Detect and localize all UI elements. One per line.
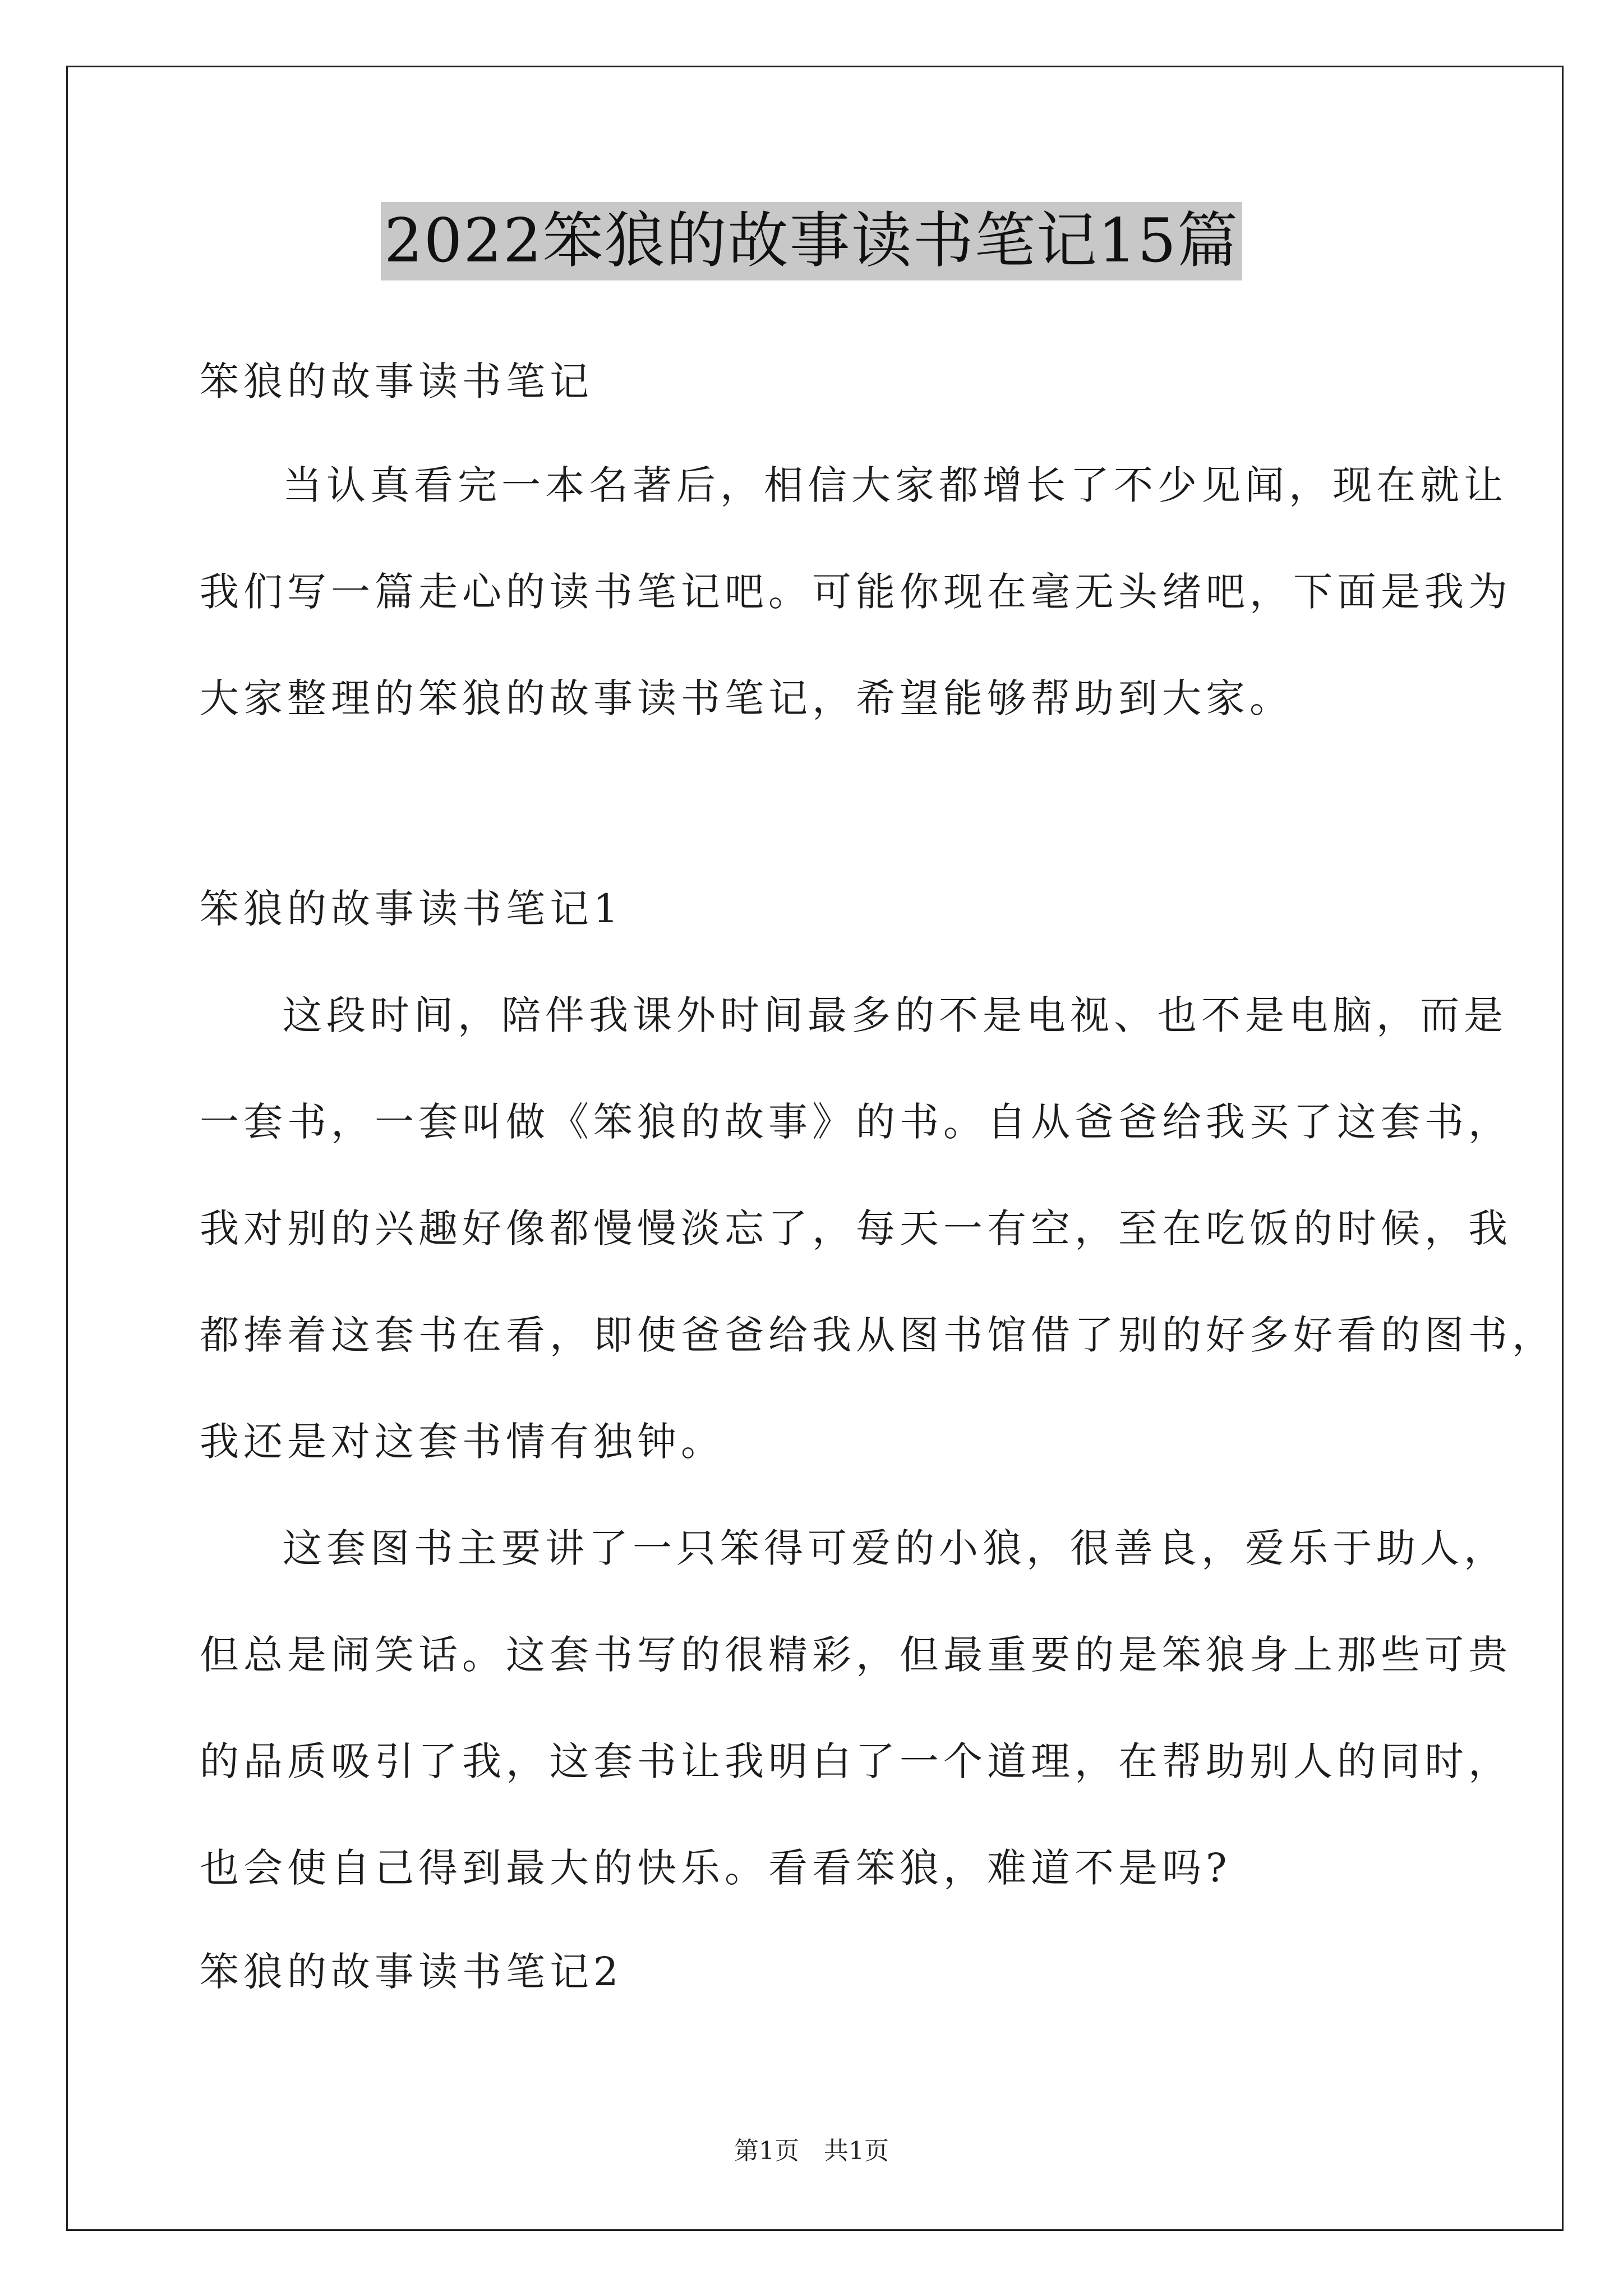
paragraph-line: 也会使自己得到最大的快乐。看看笨狼，难道不是吗? <box>200 1845 1232 1891</box>
paragraph-line: 这段时间，陪伴我课外时间最多的不是电视、也不是电脑，而是 <box>283 992 1507 1038</box>
document-title: 2022笨狼的故事读书笔记15篇 <box>381 202 1242 280</box>
intro-paragraph-line: 当认真看完一本名著后，相信大家都增长了不少见闻，现在就让 <box>283 462 1507 508</box>
paragraph-line: 一套书，一套叫做《笨狼的故事》的书。自从爸爸给我买了这套书， <box>200 1099 1512 1145</box>
paragraph-line: 的品质吸引了我，这套书让我明白了一个道理，在帮助别人的同时， <box>200 1738 1512 1784</box>
paragraph-line: 但总是闹笑话。这套书写的很精彩，但最重要的是笨狼身上那些可贵 <box>200 1632 1512 1678</box>
intro-paragraph-line: 我们写一篇走心的读书笔记吧。可能你现在毫无头绪吧，下面是我为 <box>200 569 1512 615</box>
title-container <box>0 202 1623 280</box>
section-heading-2: 笨狼的故事读书笔记2 <box>200 1949 623 1995</box>
paragraph-line: 我还是对这套书情有独钟。 <box>200 1419 725 1465</box>
intro-heading: 笨狼的故事读书笔记 <box>200 358 593 404</box>
section-heading-1: 笨狼的故事读书笔记1 <box>200 886 623 932</box>
page-footer <box>0 2134 1623 2168</box>
paragraph-line: 我对别的兴趣好像都慢慢淡忘了，每天一有空，至在吃饭的时候，我 <box>200 1205 1512 1251</box>
page-total: 共1页 <box>824 2137 889 2165</box>
page-number: 第1页 <box>734 2137 799 2165</box>
intro-paragraph-line: 大家整理的笨狼的故事读书笔记，希望能够帮助到大家。 <box>200 675 1293 721</box>
paragraph-line: 这套图书主要讲了一只笨得可爱的小狼，很善良，爱乐于助人， <box>283 1525 1507 1571</box>
paragraph-line: 都捧着这套书在看，即使爸爸给我从图书馆借了别的好多好看的图书， <box>200 1312 1556 1358</box>
